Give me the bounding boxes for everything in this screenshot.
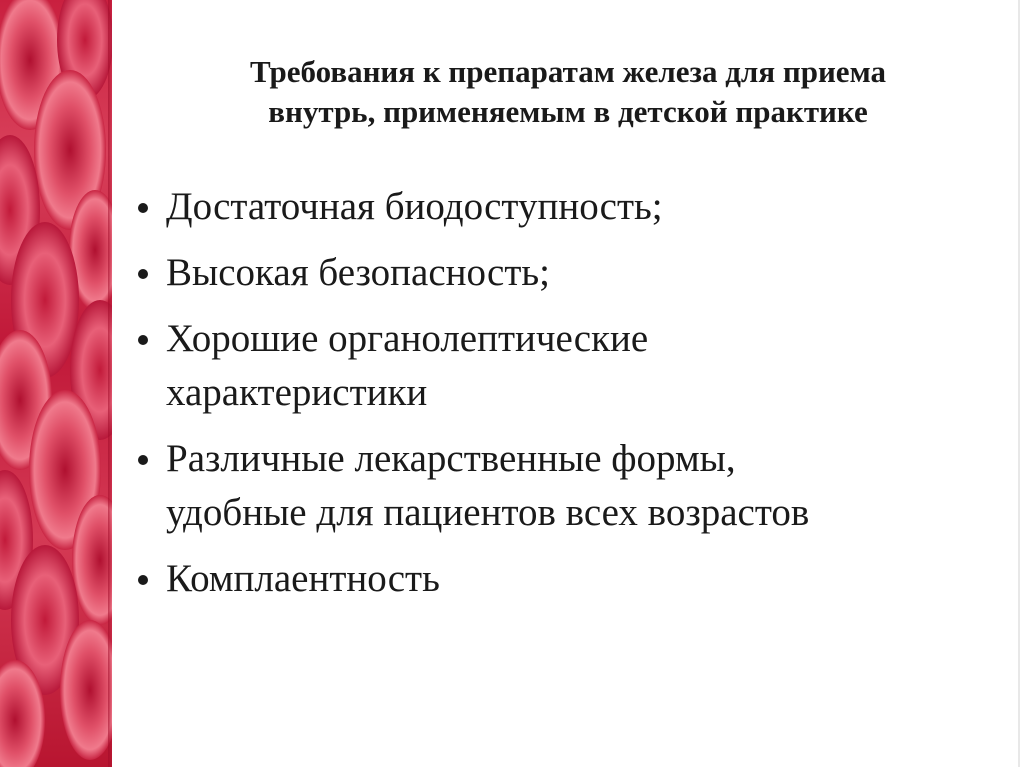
red-blood-cells-image [0, 0, 112, 767]
bullet-text: Комплаентность [166, 557, 440, 600]
slide-title-line-2: внутрь, применяемым в детской практике [268, 94, 868, 129]
bullet-text-line-1: Различные лекарственные формы, [166, 437, 736, 480]
bullet-item-dosage-forms [132, 432, 992, 540]
bullet-list [132, 180, 992, 618]
bullet-icon [138, 203, 148, 213]
bullet-text-line-1: Хорошие органолептические [166, 317, 649, 360]
slide-title [112, 52, 1024, 132]
bullet-icon [138, 269, 148, 279]
bullet-icon [138, 455, 148, 465]
bullet-item-safety [132, 246, 992, 300]
bullet-item-organoleptic [132, 312, 992, 420]
bullet-text: Высокая безопасность; [166, 251, 550, 294]
bullet-text-line-2: характеристики [166, 371, 428, 414]
bullet-text-line-2: удобные для пациентов всех возрастов [166, 491, 810, 534]
bullet-text: Достаточная биодоступность; [166, 185, 663, 228]
blood-cells-graphic [0, 0, 112, 767]
slide-title-line-1: Требования к препаратам железа для приема [250, 54, 886, 89]
bullet-icon [138, 335, 148, 345]
bullet-item-bioavailability [132, 180, 992, 234]
bullet-icon [138, 575, 148, 585]
bullet-item-compliance [132, 552, 992, 606]
